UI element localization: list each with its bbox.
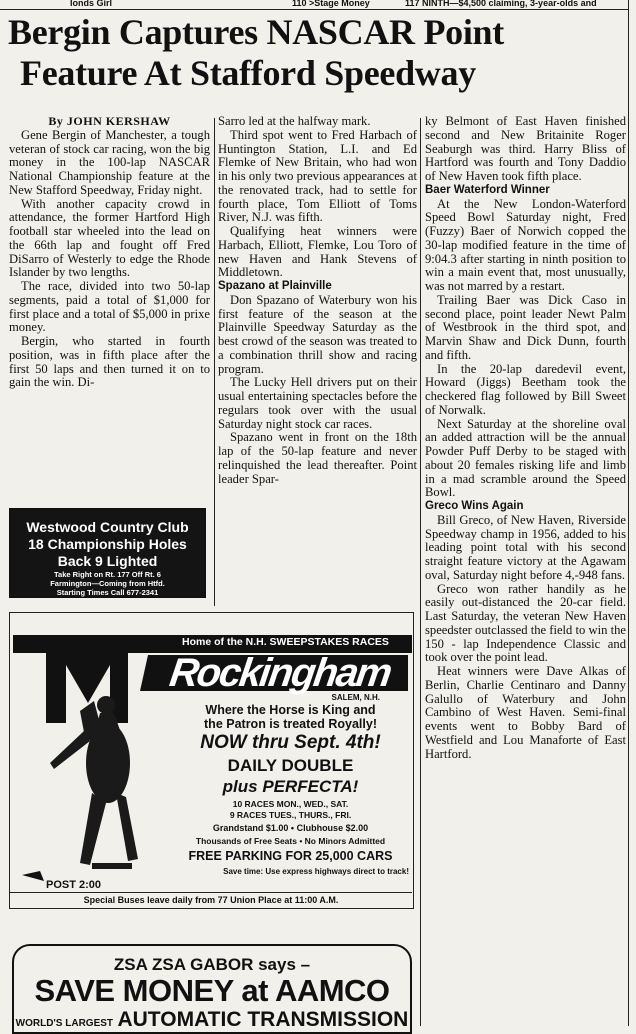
article-column-2 xyxy=(218,115,417,486)
paragraph: Third spot went to Fred Harbach of Huntington Station, L.I. and Ed Flemke of New Britain, who had won in his only two previous appearances at the renovated track, had to settle for fourth place, Tom Elliott of Toms River, N.J. was fifth. xyxy=(218,127,417,225)
rockingham-races-1: 10 RACES MON., WED., SAT. xyxy=(232,799,349,809)
aamco-worlds-largest: WORLD'S LARGEST xyxy=(15,1018,114,1029)
paragraph: Qualifying heat winners were Harbach, Elliott, Flemke, Lou Toro of new Haven and Hank Stevens of Middletown. xyxy=(218,224,417,280)
rockingham-races-2: 9 RACES TUES., THURS., FRI. xyxy=(229,810,352,820)
rockingham-location: SALEM, N.H. xyxy=(331,693,380,702)
top-strip-right: 117 NINTH—$4,500 claiming, 3-year-olds and xyxy=(405,0,597,8)
rockingham-prices: Grandstand $1.00 • Clubhouse $2.00 xyxy=(212,823,369,833)
rockingham-divider xyxy=(10,892,412,893)
subheading: Greco Wins Again xyxy=(425,500,524,512)
top-strip-mid: 110 >Stage Money xyxy=(292,0,370,8)
headline-line-1: Bergin Captures NASCAR Point xyxy=(8,12,504,52)
rockingham-perfecta: plus PERFECTA! xyxy=(222,777,359,796)
rockingham-free-seats: Thousands of Free Seats • No Minors Admitted xyxy=(195,836,386,846)
top-strip-left: Ionds Girl xyxy=(70,0,113,8)
headline-line-2: Feature At Stafford Speedway xyxy=(20,53,476,93)
ad-line: Farmington—Coming from Htfd. xyxy=(50,579,165,588)
column-rule-2 xyxy=(420,118,421,1026)
top-strip xyxy=(0,0,636,9)
article-column-3 xyxy=(425,115,626,761)
paragraph: At the New London-Waterford Speed Bowl Saturday night, Fred (Fuzzy) Baer of Norwich copped the 30-lap modified feature in the time of 9:04.3 after starting in ninth position to win a main event that, most unusually, was not marred by a restart. xyxy=(425,196,626,293)
paragraph: Greco won rather handily as he easily out-distanced the 20-car field. Last Saturday, the veteran New Haven speedster outclassed the field to win the 150 - lap Independence Classic and took over the point lead. xyxy=(425,581,626,665)
byline: By JOHN KERSHAW xyxy=(48,114,171,128)
paragraph: ky Belmont of East Haven finished second and New Britainite Roger Seaburgh was third. Harry Bliss of Hartford was fourth and Tony Daddio of New Haven took fifth place. xyxy=(425,114,626,183)
headline xyxy=(8,12,620,94)
top-rule xyxy=(0,9,628,10)
aamco-line-3 xyxy=(14,1008,410,1034)
adjacent-column-edge xyxy=(628,0,636,1026)
rockingham-tagline-2: the Patron is treated Royally! xyxy=(204,717,377,731)
aamco-line-1: ZSA ZSA GABOR says – xyxy=(113,955,311,974)
paragraph: Bill Greco, of New Haven, Riverside Speedway champ in 1956, added to his leading point total with his second straight feature victory at the Agawam oval, Saturday night before 4,-948 fans. xyxy=(425,512,626,582)
ad-line: 18 Championship Holes xyxy=(28,536,187,552)
paragraph: The race, divided into two 50-lap segments, paid a total of $1,000 for first place and a total of $5,000 in prixe money. xyxy=(9,279,210,335)
rockingham-home-line: Home of the N.H. SWEEPSTAKES RACES xyxy=(182,636,389,648)
ad-line: Back 9 Lighted xyxy=(57,553,158,569)
paragraph: Don Spazano of Waterbury won his first feature of the season at the Plainville Speedway Saturday as the best crowd of the season was treated to a combination thrill show and racing program. xyxy=(218,292,417,376)
rockingham-dates: NOW thru Sept. 4th! xyxy=(200,732,381,753)
sparkle-icon xyxy=(22,871,44,881)
aamco-line-2: SAVE MONEY at AAMCO xyxy=(34,973,390,1008)
paragraph: Spazano went in front on the 18th lap of the 50-lap feature and never relinquished the lead thereafter. Point leader Spar- xyxy=(218,430,417,486)
rockingham-save-time: Save time: Use express highways direct to track! xyxy=(223,867,409,876)
rockingham-buses: Special Buses leave daily from 77 Union Place at 11:00 A.M. xyxy=(83,895,339,905)
paragraph: In the 20-lap daredevil event, Howard (Jiggs) Beetham took the checkered flag followed by Bill Sweet of Norwalk. xyxy=(425,361,626,417)
rockingham-daily-double: DAILY DOUBLE xyxy=(227,756,354,775)
rockingham-parking: FREE PARKING FOR 25,000 CARS xyxy=(188,849,393,863)
subheading: Baer Waterford Winner xyxy=(425,183,550,196)
column-rule-1 xyxy=(214,118,215,606)
paragraph: Sarro led at the halfway mark. xyxy=(218,114,371,128)
rockingham-post-time: POST 2:00 xyxy=(46,879,102,891)
ad-line: Starting Times Call 677-2341 xyxy=(56,588,159,597)
paragraph: Trailing Baer was Dick Caso in second place, point leader Newt Palm of Westbrook in the third spot, and Marvin Shaw and Dick Dunn, fourth and fifth. xyxy=(425,292,626,362)
paragraph: With another capacity crowd in attendance, the former Hartford High football star wheeled into the lead on the 66th lap and fought off Fred DiSarro of Westerly to edge the Rhode Islander by two lengths. xyxy=(9,196,210,280)
paragraph: Heat winners were Dave Alkas of Berlin, Charlie Centinaro and Danny Galullo of Waterbury and John Cambino of West Haven. Semi-final events went to Bobby Bard of Westfield and Lou Manaforte of East Hartford. xyxy=(425,664,626,761)
subheading: Spazano at Plainville xyxy=(218,280,332,292)
rockingham-logo: Rockingham xyxy=(166,651,394,695)
paragraph: The Lucky Hell drivers put on their usual entertaining spectacles before the regulars took over with the usual Saturday night stock car races. xyxy=(218,375,417,431)
paragraph: Bergin, who started in fourth position, was in fifth place after the first 50 laps and then turned it on to gain the win. Di- xyxy=(9,334,210,390)
right-margin-rule xyxy=(628,0,629,1026)
paragraph: Next Saturday at the shoreline oval an added attraction will be the annual Powder Puff Derby to be staged with about 20 females risking life and limb in a mad scramble around the Speed Bowl. xyxy=(425,416,626,500)
aamco-automatic-transmission: AUTOMATIC TRANSMISSION xyxy=(117,1008,409,1031)
rockingham-ad xyxy=(9,612,414,909)
rockingham-tagline-1: Where the Horse is King and xyxy=(205,703,376,717)
paragraph: Gene Bergin of Manchester, a tough veteran of stock car racing, won the big money in the 100-lap NASCAR National Championship feature at the New Stafford Speedway, Friday night. xyxy=(9,127,210,197)
article-column-1 xyxy=(9,115,210,390)
westwood-country-club-ad xyxy=(9,508,206,598)
ad-line: Westwood Country Club xyxy=(26,519,189,535)
ad-line: Take Right on Rt. 177 Off Rt. 6 xyxy=(54,570,161,579)
aamco-ad xyxy=(12,944,412,1034)
